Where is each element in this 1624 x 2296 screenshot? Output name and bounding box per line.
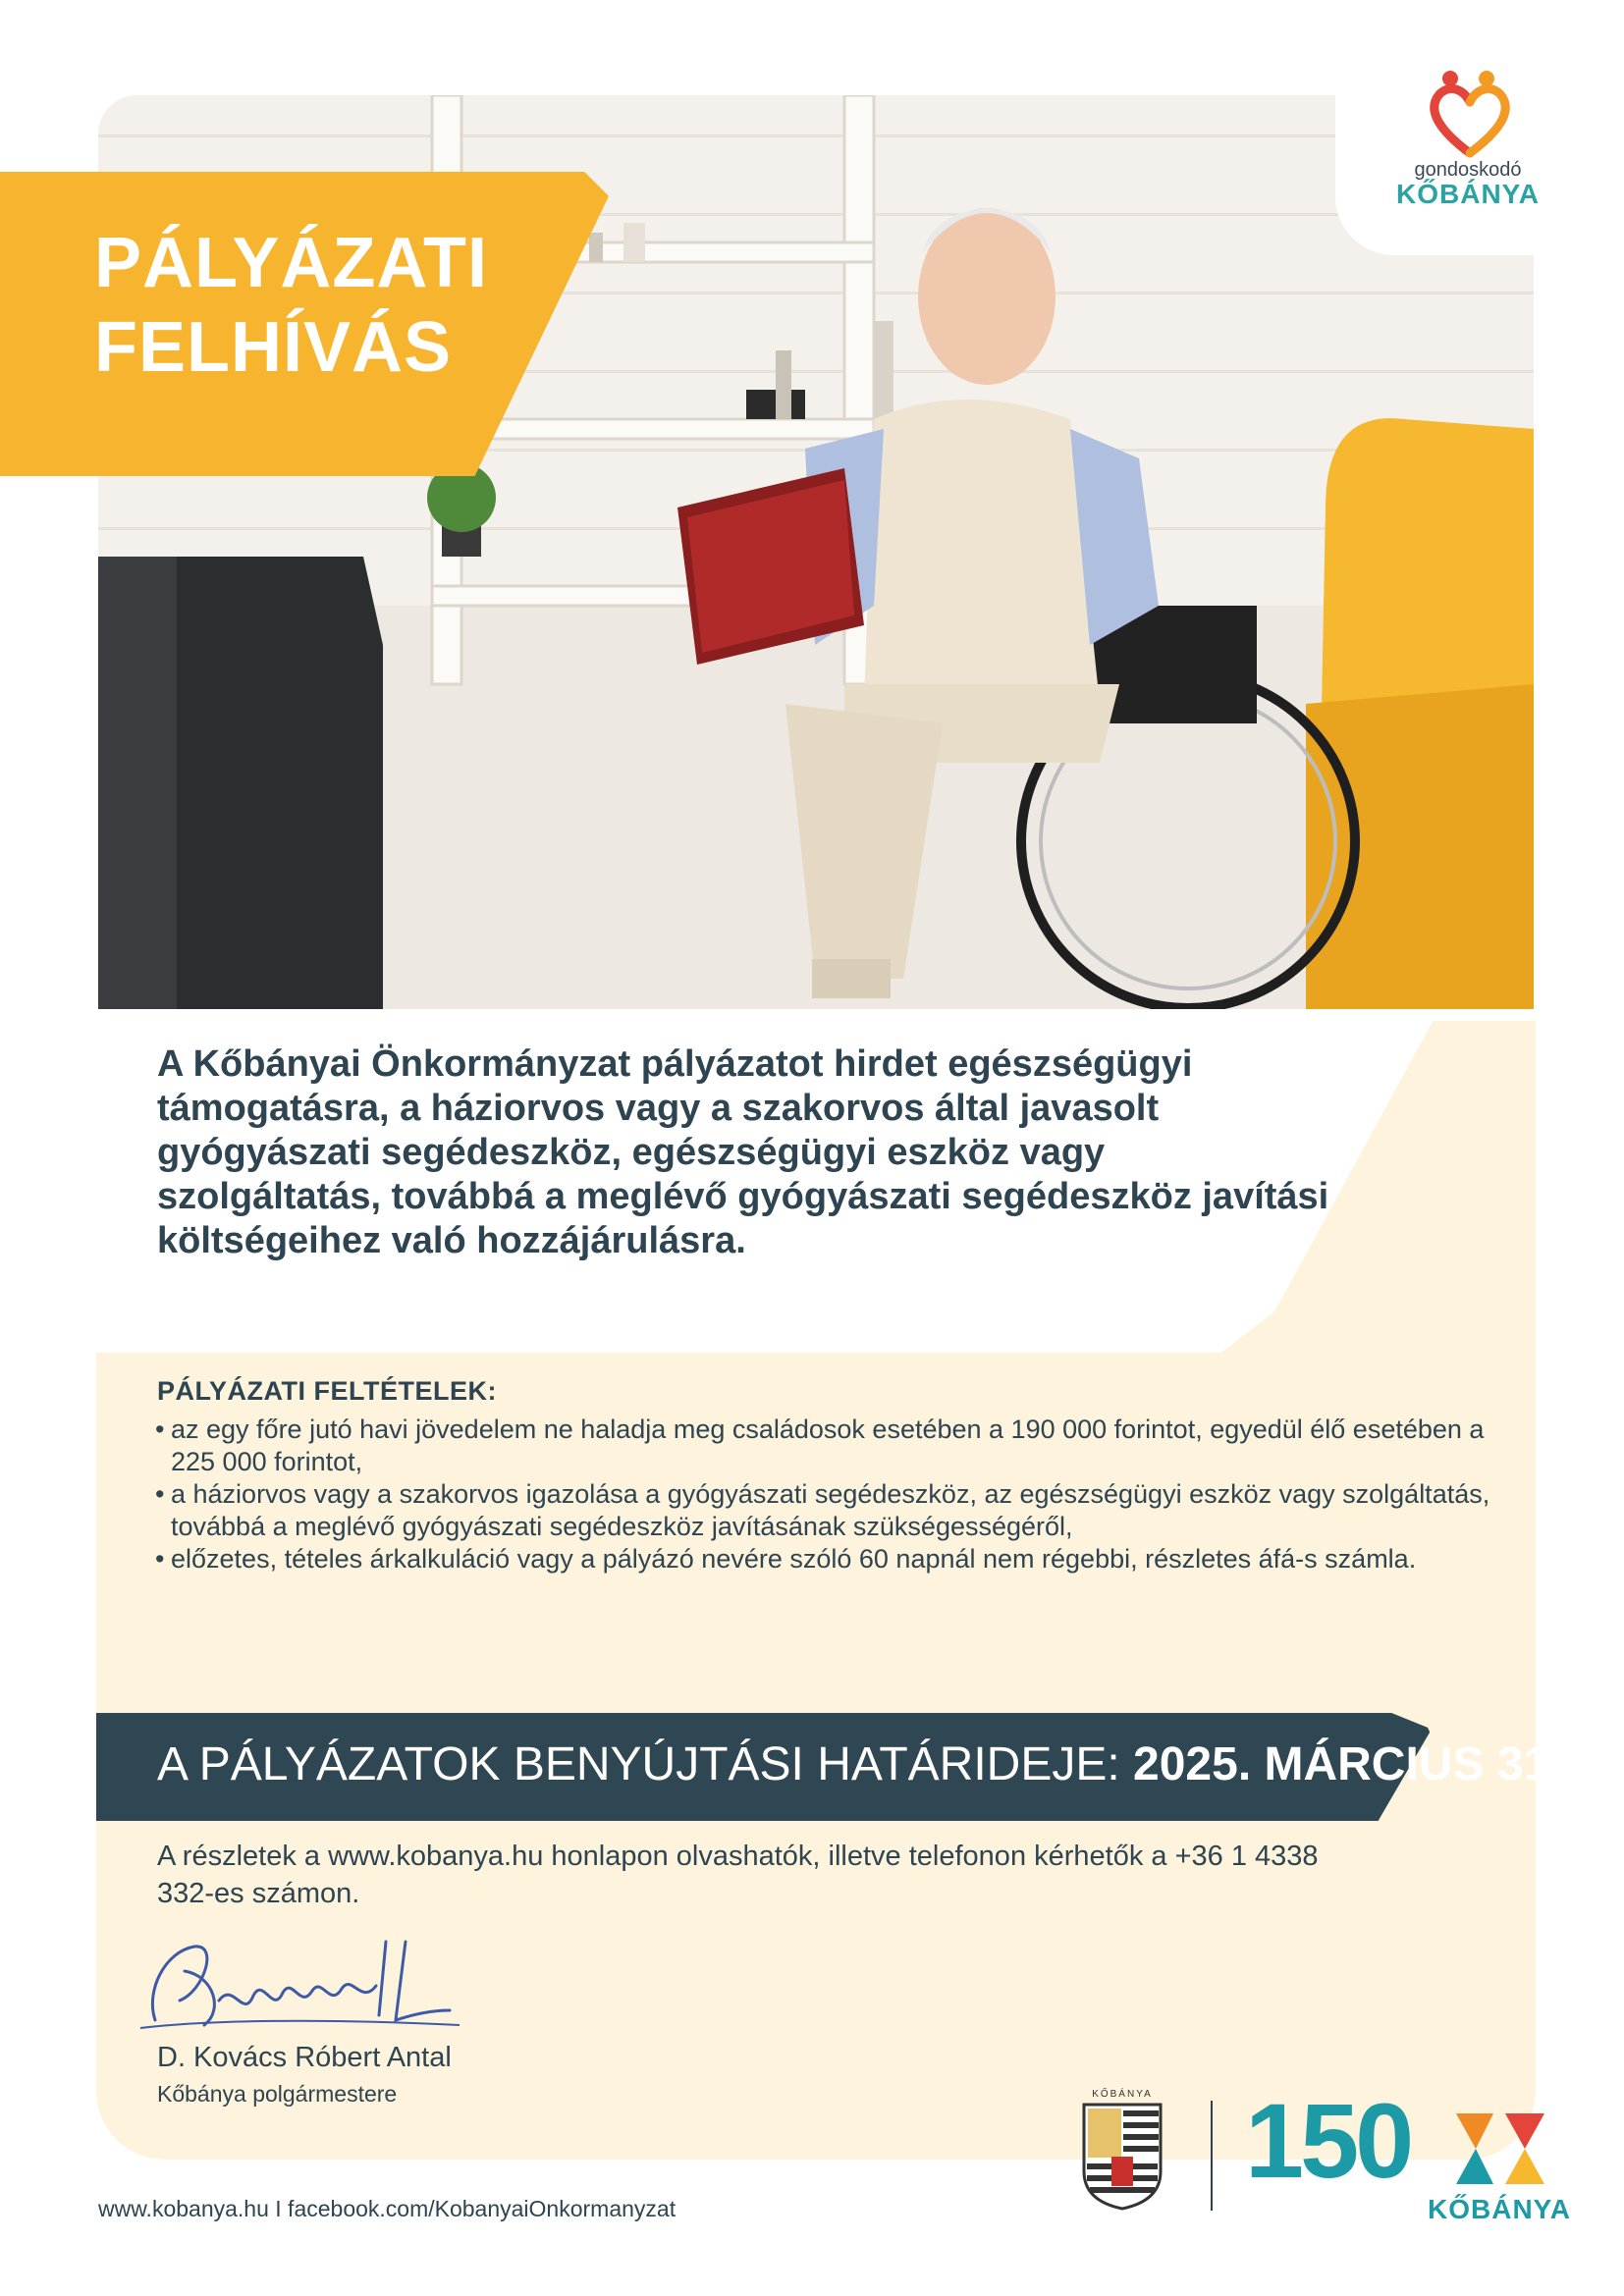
anniversary-logo-icon <box>1446 2102 1554 2195</box>
page-title <box>94 221 605 390</box>
conditions-title: PÁLYÁZATI FELTÉTELEK: <box>157 1376 497 1406</box>
intro-paragraph: A Kőbányai Önkormányzat pályázatot hirdet egészségügyi támogatásra, a háziorvos vagy a szakorvos által javasolt gyógyászati segédeszköz, egészségügyi eszköz vagy szolgáltatás, továbbá a meglévő gyógyászati segédeszköz javítási költségeihez való hozzájárulásra. <box>157 1043 1329 1261</box>
conditions-list <box>155 1414 1510 1575</box>
signer-name: D. Kovács Róbert Antal <box>157 2042 452 2073</box>
footer-links: www.kobanya.hu I facebook.com/KobanyaiOnkormanyzat <box>98 2196 677 2221</box>
anniversary-label: KŐBÁNYA <box>1428 2194 1571 2224</box>
anniversary-logo <box>1245 2081 1571 2231</box>
crest-icon <box>1082 2103 1163 2211</box>
footer-divider <box>1211 2101 1213 2211</box>
logo-text-line1: gondoskodó <box>1414 159 1522 181</box>
crest-label: KŐBÁNYA <box>1092 2089 1153 2100</box>
logo-text-line2: KŐBÁNYA <box>1396 179 1540 209</box>
gondoskodo-kobanya-logo <box>1394 69 1571 226</box>
condition-item: • az egy főre jutó havi jövedelem ne haladja meg családosok esetében a 190 000 forintot, egyedül élő esetében a 225 000 forintot, <box>155 1414 1510 1478</box>
deadline-label: A PÁLYÁZATOK BENYÚJTÁSI HATÁRIDEJE: <box>157 1738 1134 1790</box>
signature-icon <box>126 1932 479 2040</box>
signer-title: Kőbánya polgármestere <box>157 2081 398 2107</box>
condition-item: • előzetes, tételes árkalkuláció vagy a pályázó nevére szóló 60 napnál nem régebbi, részletes áfá-s számla. <box>155 1543 1510 1575</box>
details-paragraph: A részletek a www.kobanya.hu honlapon olvashatók, illetve telefonon kérhetők a +36 1 4338 332-es számon. <box>157 1841 1319 1909</box>
condition-item: • a háziorvos vagy a szakorvos igazolása a gyógyászati segédeszköz, az egészségügyi eszköz vagy szolgáltatás, továbbá a meglévő gyógyászati segédeszköz javításának szükségességéről, <box>155 1478 1510 1543</box>
page-title-line1: PÁLYÁZATI <box>94 224 489 302</box>
page-title-line2: FELHÍVÁS <box>94 308 453 387</box>
anniversary-number: 150 <box>1245 2081 1411 2200</box>
deadline-date: 2025. MÁRCIUS 31. <box>1133 1738 1563 1790</box>
hearts-logo-icon <box>1426 69 1514 159</box>
crest <box>1078 2089 1166 2216</box>
deadline-text <box>157 1737 1563 1791</box>
